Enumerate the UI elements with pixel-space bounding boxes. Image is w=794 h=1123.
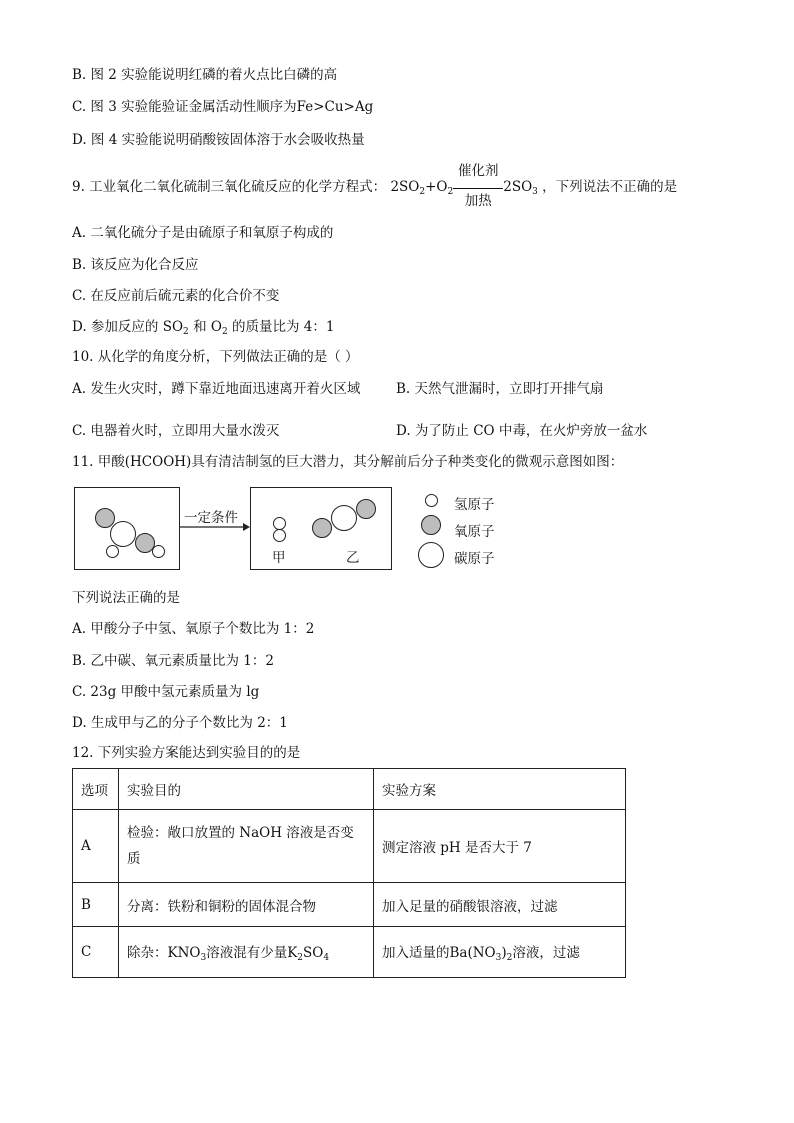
hydrogen-atom [273,529,286,542]
q9-option-b: B. 该反应为化合反应 [72,257,199,273]
reaction-condition: $\frac{\text{催化剂}}{\text{加热}}$ [453,179,503,197]
product-jia-label: 甲 [272,550,286,566]
experiment-table [72,768,626,978]
q10-stem: 10. 从化学的角度分析，下列做法正确的是（ ） [72,349,359,365]
legend-carbon-label: 碳原子 [454,551,495,567]
product-yi-label: 乙 [346,550,360,566]
row-purpose: 检验：敞口放置的 NaOH 溶液是否变 质 [119,810,374,883]
q11-option-a: A. 甲酸分子中氢、氧原子个数比为 1：2 [72,621,315,637]
q9-option-d: D. 参加反应的 $SO_2$ 和 $O_2$ 的质量比为 4：1 [72,319,335,337]
q11-option-c: C. 23g 甲酸中氢元素质量为 lg [72,684,260,700]
q10-option-b: B. 天然气泄漏时，立即打开排气扇 [396,381,604,397]
q11-prompt: 下列说法正确的是 [72,590,180,606]
table-header-row [73,769,626,810]
hydrogen-atom [152,545,165,558]
row-option: A [73,810,119,883]
header-purpose: 实验目的 [119,769,374,810]
q9-stem-line [72,162,678,209]
row-purpose: 除杂：$KNO_3$溶液混有少量$K_2SO_4$ [119,927,374,978]
row-option: C [73,927,119,978]
q10-option-c: C. 电器着火时，立即用大量水泼灭 [72,423,280,439]
q11-option-d: D. 生成甲与乙的分子个数比为 2：1 [72,715,288,731]
q9-stem: 9. 工业氧化二氧化硫制三氧化硫反应的化学方程式： [72,179,387,195]
row-option: B [73,883,119,927]
legend-carbon-icon [418,542,444,568]
legend-oxygen-label: 氧原子 [454,524,495,540]
legend-hydrogen-label: 氢原子 [454,497,495,513]
hydrogen-atom [106,545,119,558]
q9-stem-tail: ，下列说法不正确的是 [542,179,678,195]
oxygen-atom [356,499,376,519]
table-row [73,883,626,927]
table-row [73,810,626,883]
q11-stem: 11. 甲酸(HCOOH)具有清洁制氢的巨大潜力，其分解前后分子种类变化的微观示意图如图： [72,454,624,470]
row-purpose: 分离：铁粉和铜粉的固体混合物 [119,883,374,927]
legend-hydrogen-icon [425,494,438,507]
option-d-prev: D. 图 4 实验能说明硝酸铵固体溶于水会吸收热量 [72,132,365,148]
arrow-label: 一定条件 [184,510,238,526]
header-plan: 实验方案 [374,769,626,810]
header-option: 选项 [73,769,119,810]
q9-option-a: A. 二氧化硫分子是由硫原子和氧原子构成的 [72,225,334,241]
option-c-prev: C. 图 3 实验能验证金属活动性顺序为Fe>Cu>Ag [72,99,374,115]
reaction-arrow [180,522,252,532]
q9-equation: $2SO_2+O_2$ $\frac{\text{催化剂}}{\text{加热}}$ $2SO_3$ [390,162,538,209]
table-row [73,927,626,978]
row-plan: 测定溶液 pH 是否大于 7 [374,810,626,883]
q10-option-a: A. 发生火灾时，蹲下靠近地面迅速离开着火区域 [72,381,361,397]
carbon-atom [331,505,357,531]
row-plan: 加入适量的$Ba(NO_3)_2$溶液，过滤 [374,927,626,978]
q12-stem: 12. 下列实验方案能达到实验目的的是 [72,745,301,761]
row-plan: 加入足量的硝酸银溶液，过滤 [374,883,626,927]
option-b-prev: B. 图 2 实验能说明红磷的着火点比白磷的高 [72,67,338,83]
q9-option-c: C. 在反应前后硫元素的化合价不变 [72,288,280,304]
q11-option-b: B. 乙中碳、氧元素质量比为 1：2 [72,653,274,669]
carbon-atom [110,521,136,547]
q10-option-d: D. 为了防止 CO 中毒，在火炉旁放一盆水 [396,423,648,439]
oxygen-atom [312,518,332,538]
legend-oxygen-icon [421,515,441,535]
